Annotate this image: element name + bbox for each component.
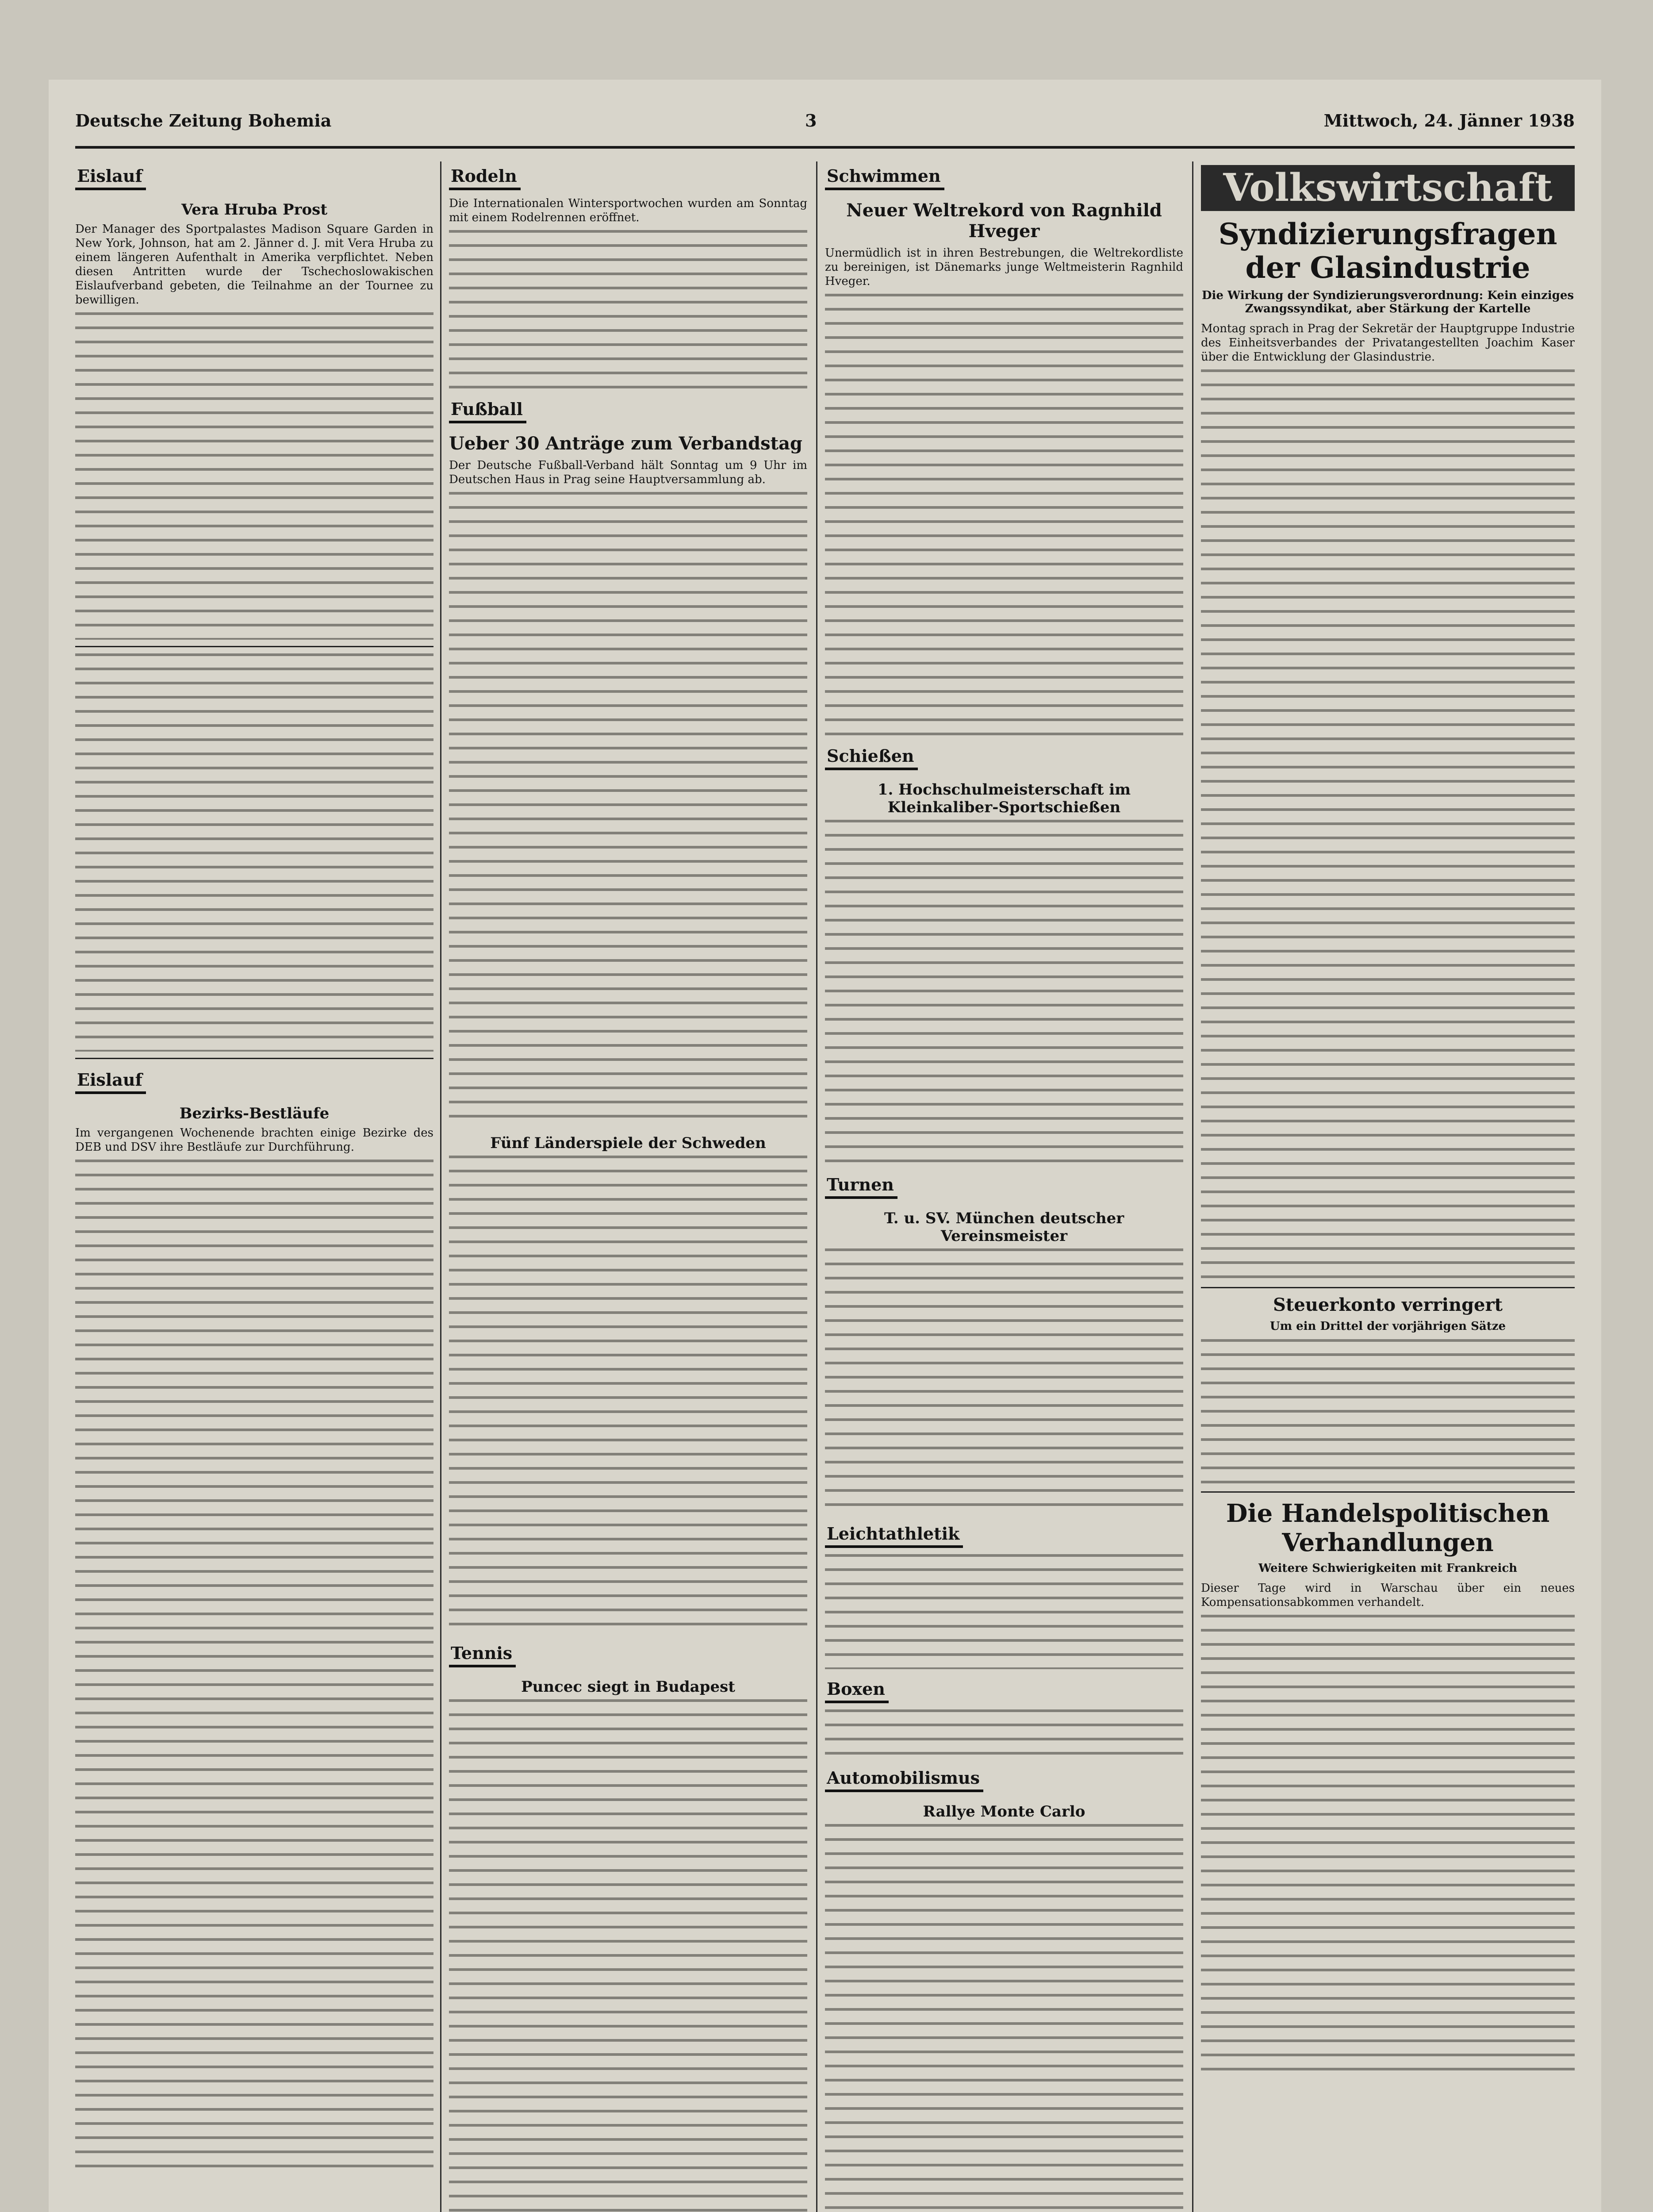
article-text: Montag sprach in Prag der Sekretär der Hauptgruppe Industrie des Einheitsverbandes der Privatangestellten Joachim Kaser über die Entwicklung der Glasindustrie.	[1201, 322, 1575, 364]
section-kicker: Schießen	[825, 746, 918, 770]
article-text-block	[449, 230, 807, 389]
article-headline: Puncec siegt in Budapest	[521, 1678, 735, 1696]
article-text-block	[449, 1699, 807, 2212]
article-text-block	[449, 1156, 807, 1633]
section-kicker: Schwimmen	[825, 166, 944, 190]
section-kicker: Tennis	[449, 1643, 516, 1667]
column-rule	[1192, 161, 1193, 2212]
column-sport-2	[449, 161, 807, 2212]
divider	[1201, 1287, 1575, 1288]
article-headline: Bezirks-Bestläufe	[179, 1105, 330, 1122]
section-kicker: Eislauf	[75, 1070, 146, 1094]
article-text: Im vergangenen Wochenende brachten einige Bezirke des DEB und DSV ihre Bestläufe zur Durchführung.	[75, 1126, 433, 1154]
newspaper-page	[49, 80, 1601, 2212]
article-headline: Steuerkonto verringert	[1273, 1294, 1503, 1315]
article-headline: Ueber 30 Anträge zum Verbandstag	[449, 433, 803, 454]
header-rule	[75, 146, 1575, 149]
section-kicker: Leichtathletik	[825, 1524, 963, 1548]
section-kicker: Boxen	[825, 1679, 889, 1703]
section-kicker: Automobilismus	[825, 1768, 983, 1792]
section-kicker: Rodeln	[449, 166, 521, 190]
divider	[75, 1058, 433, 1059]
article-headline: Vera Hruba Prost	[181, 201, 328, 219]
running-header	[75, 111, 1575, 142]
article-text-block	[825, 1824, 1183, 2212]
article-text-block	[825, 1554, 1183, 1669]
article-text-block	[1201, 1339, 1575, 1485]
divider	[75, 646, 433, 647]
section-title: Volkswirtschaft	[1201, 165, 1575, 211]
article-text-block	[825, 1709, 1183, 1758]
article-text-block	[1201, 369, 1575, 1281]
column-sport-1	[75, 161, 433, 2212]
section-kicker: Turnen	[825, 1175, 897, 1199]
article-deck: Die Wirkung der Syndizierungsverordnung: Kein einziges Zwangssyndikat, aber Stärkung der Kartelle	[1201, 289, 1574, 315]
column-sport-3	[825, 161, 1183, 2212]
article-text-block	[75, 653, 433, 1052]
article-text-block	[75, 312, 433, 640]
article-headline: Fünf Länderspiele der Schweden	[490, 1134, 766, 1152]
masthead-title: Deutsche Zeitung Bohemia	[75, 111, 332, 131]
article-text-block	[825, 294, 1183, 736]
page-number: 3	[805, 111, 817, 131]
article-headline: Rallye Monte Carlo	[923, 1803, 1085, 1820]
column-economy	[1201, 161, 1575, 2212]
article-headline: T. u. SV. München deutscher Vereinsmeister	[884, 1210, 1124, 1245]
article-text-block	[825, 1248, 1183, 1514]
article-text-block	[449, 492, 807, 1129]
article-text: Unermüdlich ist in ihren Bestrebungen, die Weltrekordliste zu bereinigen, ist Dänemarks junge Weltmeisterin Ragnhild Hveger.	[825, 246, 1183, 288]
article-text-block	[1201, 1615, 1575, 2079]
column-rule	[816, 161, 817, 2212]
section-kicker: Eislauf	[75, 166, 146, 190]
article-text: Der Manager des Sportpalastes Madison Square Garden in New York, Johnson, hat am 2. Jänner d. J. mit Vera Hruba zu einem längeren Aufenthalt in Amerika verpflichtet. Neben diesen Antritten wurde der Tschechoslowakischen Eislaufverband gebeten, die Teilnahme an der Tournee zu bewilligen.	[75, 223, 433, 307]
article-headline: Die Handelspolitischen Verhandlungen	[1226, 1499, 1550, 1557]
article-headline: 1. Hochschulmeisterschaft im Kleinkaliber-Sportschießen	[877, 781, 1131, 816]
article-deck: Weitere Schwierigkeiten mit Frankreich	[1258, 1562, 1518, 1575]
article-text-block	[825, 820, 1183, 1165]
divider	[1201, 1491, 1575, 1493]
article-text: Die Internationalen Wintersportwochen wurden am Sonntag mit einem Rodelrennen eröffnet.	[449, 197, 807, 224]
article-headline: Neuer Weltrekord von Ragnhild Hveger	[846, 200, 1162, 242]
article-text: Der Deutsche Fußball-Verband hält Sonntag um 9 Uhr im Deutschen Haus in Prag seine Hauptversammlung ab.	[449, 459, 807, 486]
section-kicker: Fußball	[449, 399, 526, 423]
issue-date: Mittwoch, 24. Jänner 1938	[1323, 111, 1575, 131]
article-headline: Syndizierungsfragen der Glasindustrie	[1218, 217, 1557, 285]
article-deck: Um ein Drittel der vorjährigen Sätze	[1269, 1320, 1506, 1333]
article-text-block	[75, 1160, 433, 2177]
column-rule	[440, 161, 441, 2212]
article-text: Dieser Tage wird in Warschau über ein neues Kompensationsabkommen verhandelt.	[1201, 1582, 1575, 1609]
